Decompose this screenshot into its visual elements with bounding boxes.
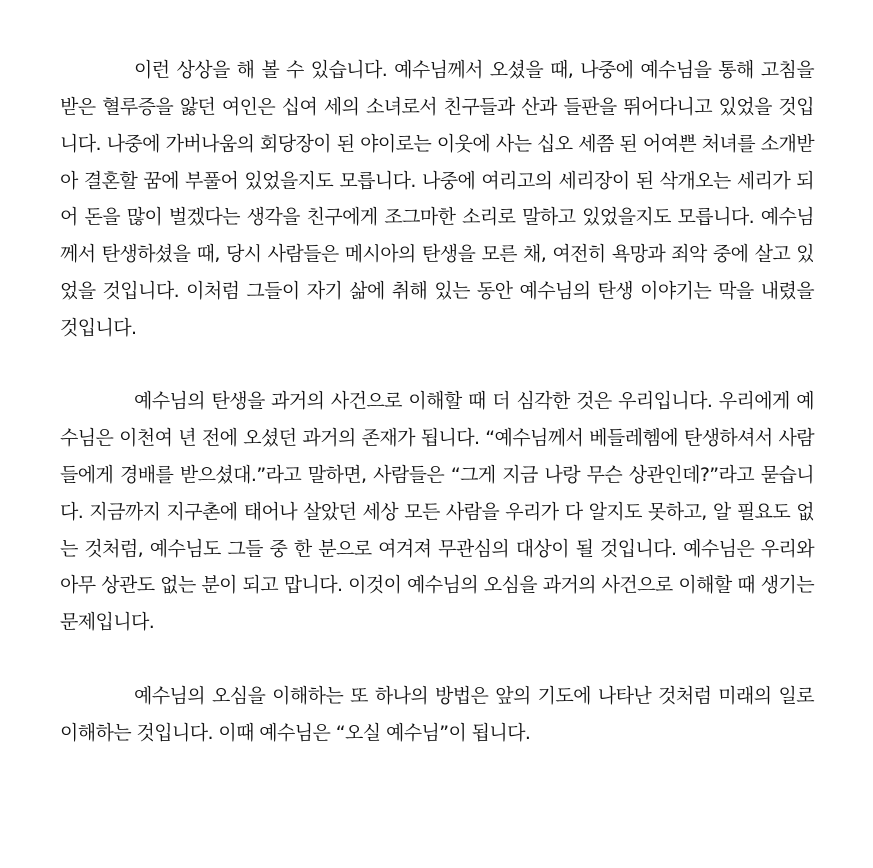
paragraph-2: 예수님의 탄생을 과거의 사건으로 이해할 때 더 심각한 것은 우리입니다. 우리에게 예수님은 이천여 년 전에 오셨던 과거의 존재가 됩니다. “예수님께서 베들레헴에 탄생하셔서 사람들에게 경배를 받으셨대.”라고 말하면, 사람들은 “그게 지금 나랑 무슨 상관인데?”라고 묻습니다. 지금까지 지구촌에 태어나 살았던 세상 모든 사람을 우리가 다 알지도 못하고, 알 필요도 없는 것처럼, 예수님도 그들 중 한 분으로 여겨져 무관심의 대상이 될 것입니다. 예수님은 우리와 아무 상관도 없는 분이 되고 맙니다. 이것이 예수님의 오심을 과거의 사건으로 이해할 때 생기는 문제입니다. bbox=[60, 390, 814, 634]
document-page bbox=[60, 52, 814, 751]
paragraph-1: 이런 상상을 해 볼 수 있습니다. 예수님께서 오셨을 때, 나중에 예수님을 통해 고침을 받은 혈루증을 앓던 여인은 십여 세의 소녀로서 친구들과 산과 들판을 뛰어다니고 있었을 것입니다. 나중에 가버나움의 회당장이 된 야이로는 이웃에 사는 십오 세쯤 된 어여쁜 처녀를 소개받아 결혼할 꿈에 부풀어 있었을지도 모릅니다. 나중에 여리고의 세리장이 된 삭개오는 세리가 되어 돈을 많이 벌겠다는 생각을 친구에게 조그마한 소리로 말하고 있었을지도 모릅니다. 예수님께서 탄생하셨을 때, 당시 사람들은 메시아의 탄생을 모른 채, 여전히 욕망과 죄악 중에 살고 있었을 것입니다. 이처럼 그들이 자기 삶에 취해 있는 동안 예수님의 탄생 이야기는 막을 내렸을 것입니다. bbox=[60, 59, 814, 339]
paragraph-3: 예수님의 오심을 이해하는 또 하나의 방법은 앞의 기도에 나타난 것처럼 미래의 일로 이해하는 것입니다. 이때 예수님은 “오실 예수님”이 됩니다. bbox=[60, 684, 814, 744]
